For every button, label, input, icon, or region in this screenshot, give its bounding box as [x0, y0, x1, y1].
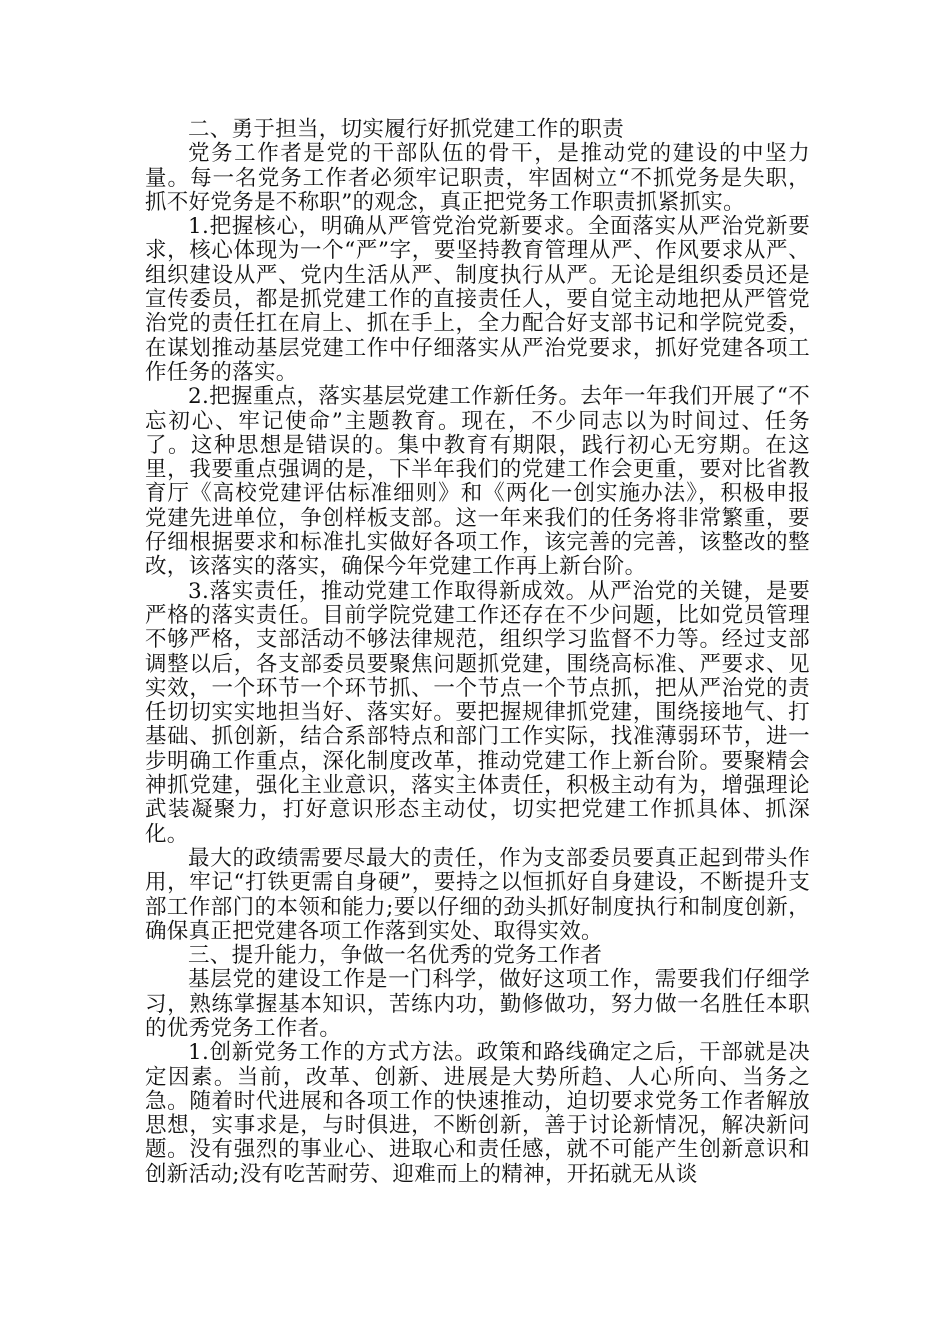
paragraph: 1.把握核心，明确从严管党治党新要求。全面落实从严治党新要求，核心体现为一个“严”字，要坚持教育管理从严、作风要求从严、组织建设从严、党内生活从严、制度执行从严。无论是组织委员还是宣传委员，都是抓党建工作的直接责任人，要自觉主动地把从严管党治党的责任扛在肩上、抓在手上，全力配合好支部书记和学院党委，在谋划推动基层党建工作中仔细落实从严治党要求，抓好党建各项工作任务的落实。: [145, 214, 810, 385]
paragraph: 党务工作者是党的干部队伍的骨干，是推动党的建设的中坚力量。每一名党务工作者必须牢记职责，牢固树立“不抓党务是失职，抓不好党务是不称职”的观念，真正把党务工作职责抓紧抓实。: [145, 141, 810, 215]
section-heading-3: 三、提升能力，争做一名优秀的党务工作者: [188, 943, 603, 969]
paragraph: 2.把握重点，落实基层党建工作新任务。去年一年我们开展了“不忘初心、牢记使命”主题教育。现在，不少同志以为时间过、任务了。这种思想是错误的。集中教育有期限，践行初心无穷期。在这里，我要重点强调的是，下半年我们的党建工作会更重，要对比省教育厅《高校党建评估标准细则》和《两化一创实施办法》，积极申报党建先进单位，争创样板支部。这一年来我们的任务将非常繁重，要仔细根据要求和标准扎实做好各项工作，该完善的完善，该整改的整改，该落实的落实，确保今年党建工作再上新台阶。: [145, 384, 810, 580]
paragraph: 基层党的建设工作是一门科学，做好这项工作，需要我们仔细学习，熟练掌握基本知识，苦练内功，勤修做功，努力做一名胜任本职的优秀党务工作者。: [145, 967, 810, 1041]
paragraph: 1.创新党务工作的方式方法。政策和路线确定之后，干部就是决定因素。当前，改革、创新、进展是大势所趋、人心所向、当务之急。随着时代进展和各项工作的快速推动，迫切要求党务工作者解放思想，实事求是，与时俱进，不断创新，善于讨论新情况，解决新问题。没有强烈的事业心、进取心和责任感，就不可能产生创新意识和创新活动;没有吃苦耐劳、迎难而上的精神，开拓就无从谈: [145, 1040, 810, 1187]
paragraph: 3.落实责任，推动党建工作取得新成效。从严治党的关键，是要严格的落实责任。目前学院党建工作还存在不少问题，比如党员管理不够严格，支部活动不够法律规范，组织学习监督不力等。经过支部调整以后，各支部委员要聚焦问题抓党建，围绕高标准、严要求、见实效，一个环节一个环节抓、一个节点一个节点抓，把从严治党的责任切切实实地担当好、落实好。要把握规律抓党建，围绕接地气、打基础、抓创新，结合系部特点和部门工作实际，找准薄弱环节，进一步明确工作重点，深化制度改革，推动党建工作上新台阶。要聚精会神抓党建，强化主业意识，落实主体责任，积极主动有为，增强理论武装凝聚力，打好意识形态主动仗，切实把党建工作抓具体、抓深化。: [145, 578, 810, 847]
paragraph: 最大的政绩需要尽最大的责任，作为支部委员要真正起到带头作用，牢记“打铁更需自身硬”，要持之以恒抓好自身建设，不断提升支部工作部门的本领和能力;要以仔细的劲头抓好制度执行和制度创新，确保真正把党建各项工作落到实处、取得实效。: [145, 845, 810, 944]
document-body: [145, 118, 810, 1187]
section-heading-2: 二、勇于担当，切实履行好抓党建工作的职责: [188, 117, 625, 142]
